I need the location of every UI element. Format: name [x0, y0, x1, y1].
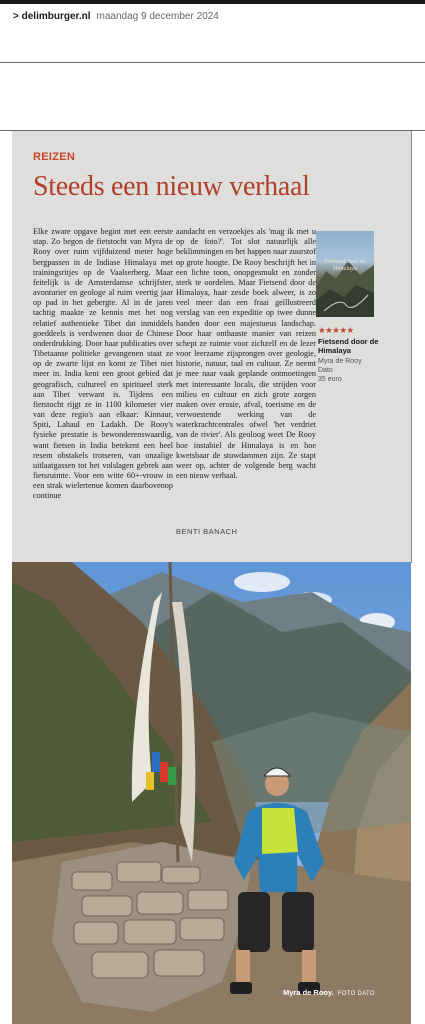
- top-bar: [0, 0, 425, 4]
- page-header: [13, 11, 219, 29]
- right-edge-line: [411, 131, 412, 563]
- divider-top: [0, 62, 425, 63]
- photo-credit: FOTO DATO: [337, 991, 375, 997]
- column-2-text: aandacht en verzoekjes als 'mag ik met u op de foto?'. Tot slot natuurlijk alle beklimmingen en het happen naar zuurstof op grote hoogte. De Rooy beschrijft het in een lichte toon, onopgesmukt en zonder sterk te oordelen. Maar Fietsend door de Himalaya, haar zesde boek alweer, is zo veel meer dan een fraai geïllustreerd verslag van een expeditie op twee dunne banden door een majestueus landschap. Door haar onthaaste manier van reizen schept ze ruimte voor zichzelf en de lezer voor leerzame zijsprongen over geologie, historie, natuur, taal en cultuur. Ze neemt je mee naar vaak geplande ontmoetingen met interessante locals, die strijden voor milieu en cultuur en zich grote zorgen maken over erosie, afval, toerisme en de verwoestende werking van de waterkrachtcentrales ofwel 'het verdriet van de rivier'. Als geoloog weet De Rooy hoe instabiel de Himalaya is en hoe kwetsbaar de stuwdammen zijn. Ze stapt weer op, achter de volgende berg wacht een nieuw verhaal.: [176, 227, 316, 481]
- book-title: Fietsend door de Himalaya: [318, 337, 379, 355]
- book-cover-image: [316, 231, 374, 317]
- book-author: Myra de Rooy: [318, 358, 362, 365]
- byline: BENTI BANACH: [176, 527, 238, 536]
- article-photo: [12, 562, 411, 1024]
- book-publisher: Dato: [318, 367, 333, 374]
- site-name[interactable]: > delimburger.nl: [13, 11, 91, 22]
- section-label: REIZEN: [33, 151, 76, 163]
- book-cover: [316, 231, 374, 317]
- rating-stars: ★★★★★: [318, 325, 354, 335]
- book-price: 35 euro: [318, 376, 342, 383]
- headline: Steeds een nieuw verhaal: [33, 171, 310, 202]
- publication-date: maandag 9 december 2024: [96, 11, 219, 22]
- caption-text: Myra de Rooy.: [283, 988, 334, 997]
- column-1-text: Elke zware opgave begint met een eerste stap. Zo begon de fietstocht van Myra de Rooy over ruim vijfduizend meter hoge bergpassen in de Indiase Himalaya met trainingsritjes op de Vaalserberg. Maar feitelijk is de Amsterdamse schrijfster, avonturier en geologe al ruim veertig jaar op pad in het gebergte. Al in de jaren tachtig maakte ze kennis met het nog relatief authentieke Tibet dat inmiddels goeddeels is verdwenen door de Chinese onderdrukking. Door haar publicaties over Tibetaanse politieke gevangenen staat ze op de zwarte lijst en komt ze Tibet niet meer in. India kent een groot gebied dat geografisch, cultureel en spiritueel sterk aan Tibet verwant is. Tijdens een fietstocht rijgt ze in 1100 kilometer vier van deze regio's aan elkaar: Kinnaur, Spiti, Lahaul en Ladakh. De Rooy's fysieke prestatie is bewonderenswaardig, want fietsen in India betekent een heel resem obstakels trotseren, van onzalige uitlaatgassen tot het volslagen gebrek aan fietsruimte. Voor een witte 60+-vrouw in een strak wielertenue komen daarbovenop continue: [33, 227, 173, 501]
- book-cover-title: Fietsend door de Himalaya: [324, 259, 366, 272]
- article-column-2: [176, 227, 316, 481]
- mountain-cyclist-photo: [12, 562, 411, 1024]
- photo-caption: [283, 988, 375, 997]
- review-article: [12, 131, 411, 563]
- article-column-1: [33, 227, 173, 502]
